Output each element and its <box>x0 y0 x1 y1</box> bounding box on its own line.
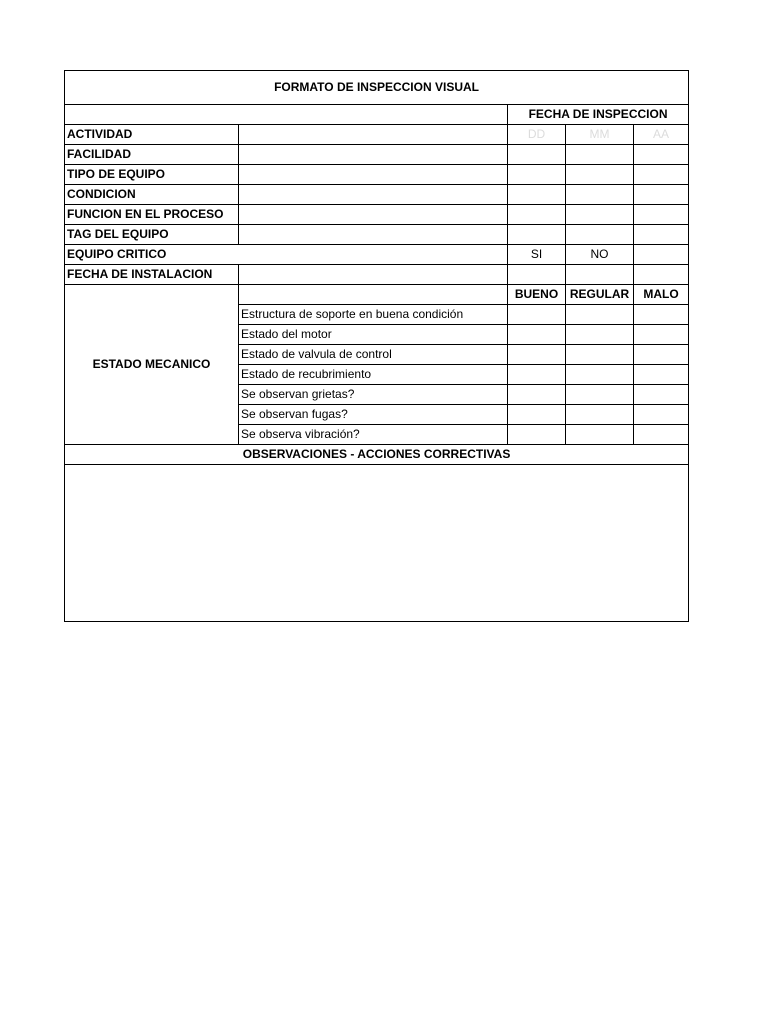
date-month-input[interactable]: MM <box>566 125 634 145</box>
rating-cell-bueno[interactable] <box>508 325 566 345</box>
field-input-funcion-proceso[interactable] <box>239 205 508 225</box>
date-day-input[interactable]: DD <box>508 125 566 145</box>
mechanical-item-label: Se observan grietas? <box>239 385 508 405</box>
field-label-actividad: ACTIVIDAD <box>65 125 239 145</box>
critical-yes-option[interactable]: SI <box>508 245 566 265</box>
field-label-funcion-proceso: FUNCION EN EL PROCESO <box>65 205 239 225</box>
field-label-condicion: CONDICION <box>65 185 239 205</box>
mechanical-item-label: Estructura de soporte en buena condición <box>239 305 508 325</box>
rating-cell-malo[interactable] <box>634 425 689 445</box>
inspection-date-header: FECHA DE INSPECCION <box>508 105 689 125</box>
inspection-form <box>64 70 688 618</box>
rating-cell-malo[interactable] <box>634 305 689 325</box>
rating-cell-regular[interactable] <box>566 405 634 425</box>
mechanical-item-label: Se observan fugas? <box>239 405 508 425</box>
field-label-tag-equipo: TAG DEL EQUIPO <box>65 225 239 245</box>
field-label-tipo-equipo: TIPO DE EQUIPO <box>65 165 239 185</box>
empty-cell <box>566 185 634 205</box>
field-input-condicion[interactable] <box>239 185 508 205</box>
mechanical-state-label: ESTADO MECANICO <box>65 285 239 445</box>
rating-cell-malo[interactable] <box>634 365 689 385</box>
empty-cell <box>634 265 689 285</box>
mechanical-blank-header <box>239 285 508 305</box>
rating-cell-bueno[interactable] <box>508 405 566 425</box>
field-input-actividad[interactable] <box>239 125 508 145</box>
rating-cell-regular[interactable] <box>566 305 634 325</box>
critical-no-option[interactable]: NO <box>566 245 634 265</box>
mechanical-item-label: Se observa vibración? <box>239 425 508 445</box>
rating-header-regular: REGULAR <box>566 285 634 305</box>
field-input-tag-equipo[interactable] <box>239 225 508 245</box>
observations-textarea[interactable] <box>65 465 689 622</box>
empty-cell <box>634 165 689 185</box>
rating-cell-bueno[interactable] <box>508 345 566 365</box>
rating-cell-malo[interactable] <box>634 345 689 365</box>
rating-cell-bueno[interactable] <box>508 305 566 325</box>
empty-cell <box>634 205 689 225</box>
rating-header-bueno: BUENO <box>508 285 566 305</box>
rating-cell-regular[interactable] <box>566 365 634 385</box>
empty-cell <box>508 205 566 225</box>
empty-cell <box>508 145 566 165</box>
empty-cell <box>566 205 634 225</box>
rating-cell-malo[interactable] <box>634 385 689 405</box>
empty-cell <box>634 245 689 265</box>
empty-cell <box>566 265 634 285</box>
observations-header: OBSERVACIONES - ACCIONES CORRECTIVAS <box>65 445 689 465</box>
rating-cell-bueno[interactable] <box>508 385 566 405</box>
rating-cell-malo[interactable] <box>634 325 689 345</box>
rating-cell-regular[interactable] <box>566 425 634 445</box>
blank-header-cell <box>65 105 508 125</box>
empty-cell <box>566 145 634 165</box>
field-label-equipo-critico: EQUIPO CRITICO <box>65 245 508 265</box>
field-label-fecha-instalacion: FECHA DE INSTALACION <box>65 265 239 285</box>
rating-cell-bueno[interactable] <box>508 425 566 445</box>
mechanical-item-label: Estado del motor <box>239 325 508 345</box>
empty-cell <box>566 165 634 185</box>
empty-cell <box>508 225 566 245</box>
date-year-input[interactable]: AA <box>634 125 689 145</box>
field-input-facilidad[interactable] <box>239 145 508 165</box>
rating-cell-malo[interactable] <box>634 405 689 425</box>
form-title: FORMATO DE INSPECCION VISUAL <box>65 71 689 105</box>
empty-cell <box>508 165 566 185</box>
empty-cell <box>508 265 566 285</box>
empty-cell <box>634 185 689 205</box>
empty-cell <box>634 225 689 245</box>
rating-cell-regular[interactable] <box>566 385 634 405</box>
rating-cell-bueno[interactable] <box>508 365 566 385</box>
rating-cell-regular[interactable] <box>566 325 634 345</box>
rating-header-malo: MALO <box>634 285 689 305</box>
empty-cell <box>566 225 634 245</box>
mechanical-item-label: Estado de recubrimiento <box>239 365 508 385</box>
field-label-facilidad: FACILIDAD <box>65 145 239 165</box>
empty-cell <box>508 185 566 205</box>
empty-cell <box>634 145 689 165</box>
field-input-tipo-equipo[interactable] <box>239 165 508 185</box>
inspection-table <box>64 70 689 622</box>
rating-cell-regular[interactable] <box>566 345 634 365</box>
mechanical-item-label: Estado de valvula de control <box>239 345 508 365</box>
field-input-fecha-instalacion[interactable] <box>239 265 508 285</box>
